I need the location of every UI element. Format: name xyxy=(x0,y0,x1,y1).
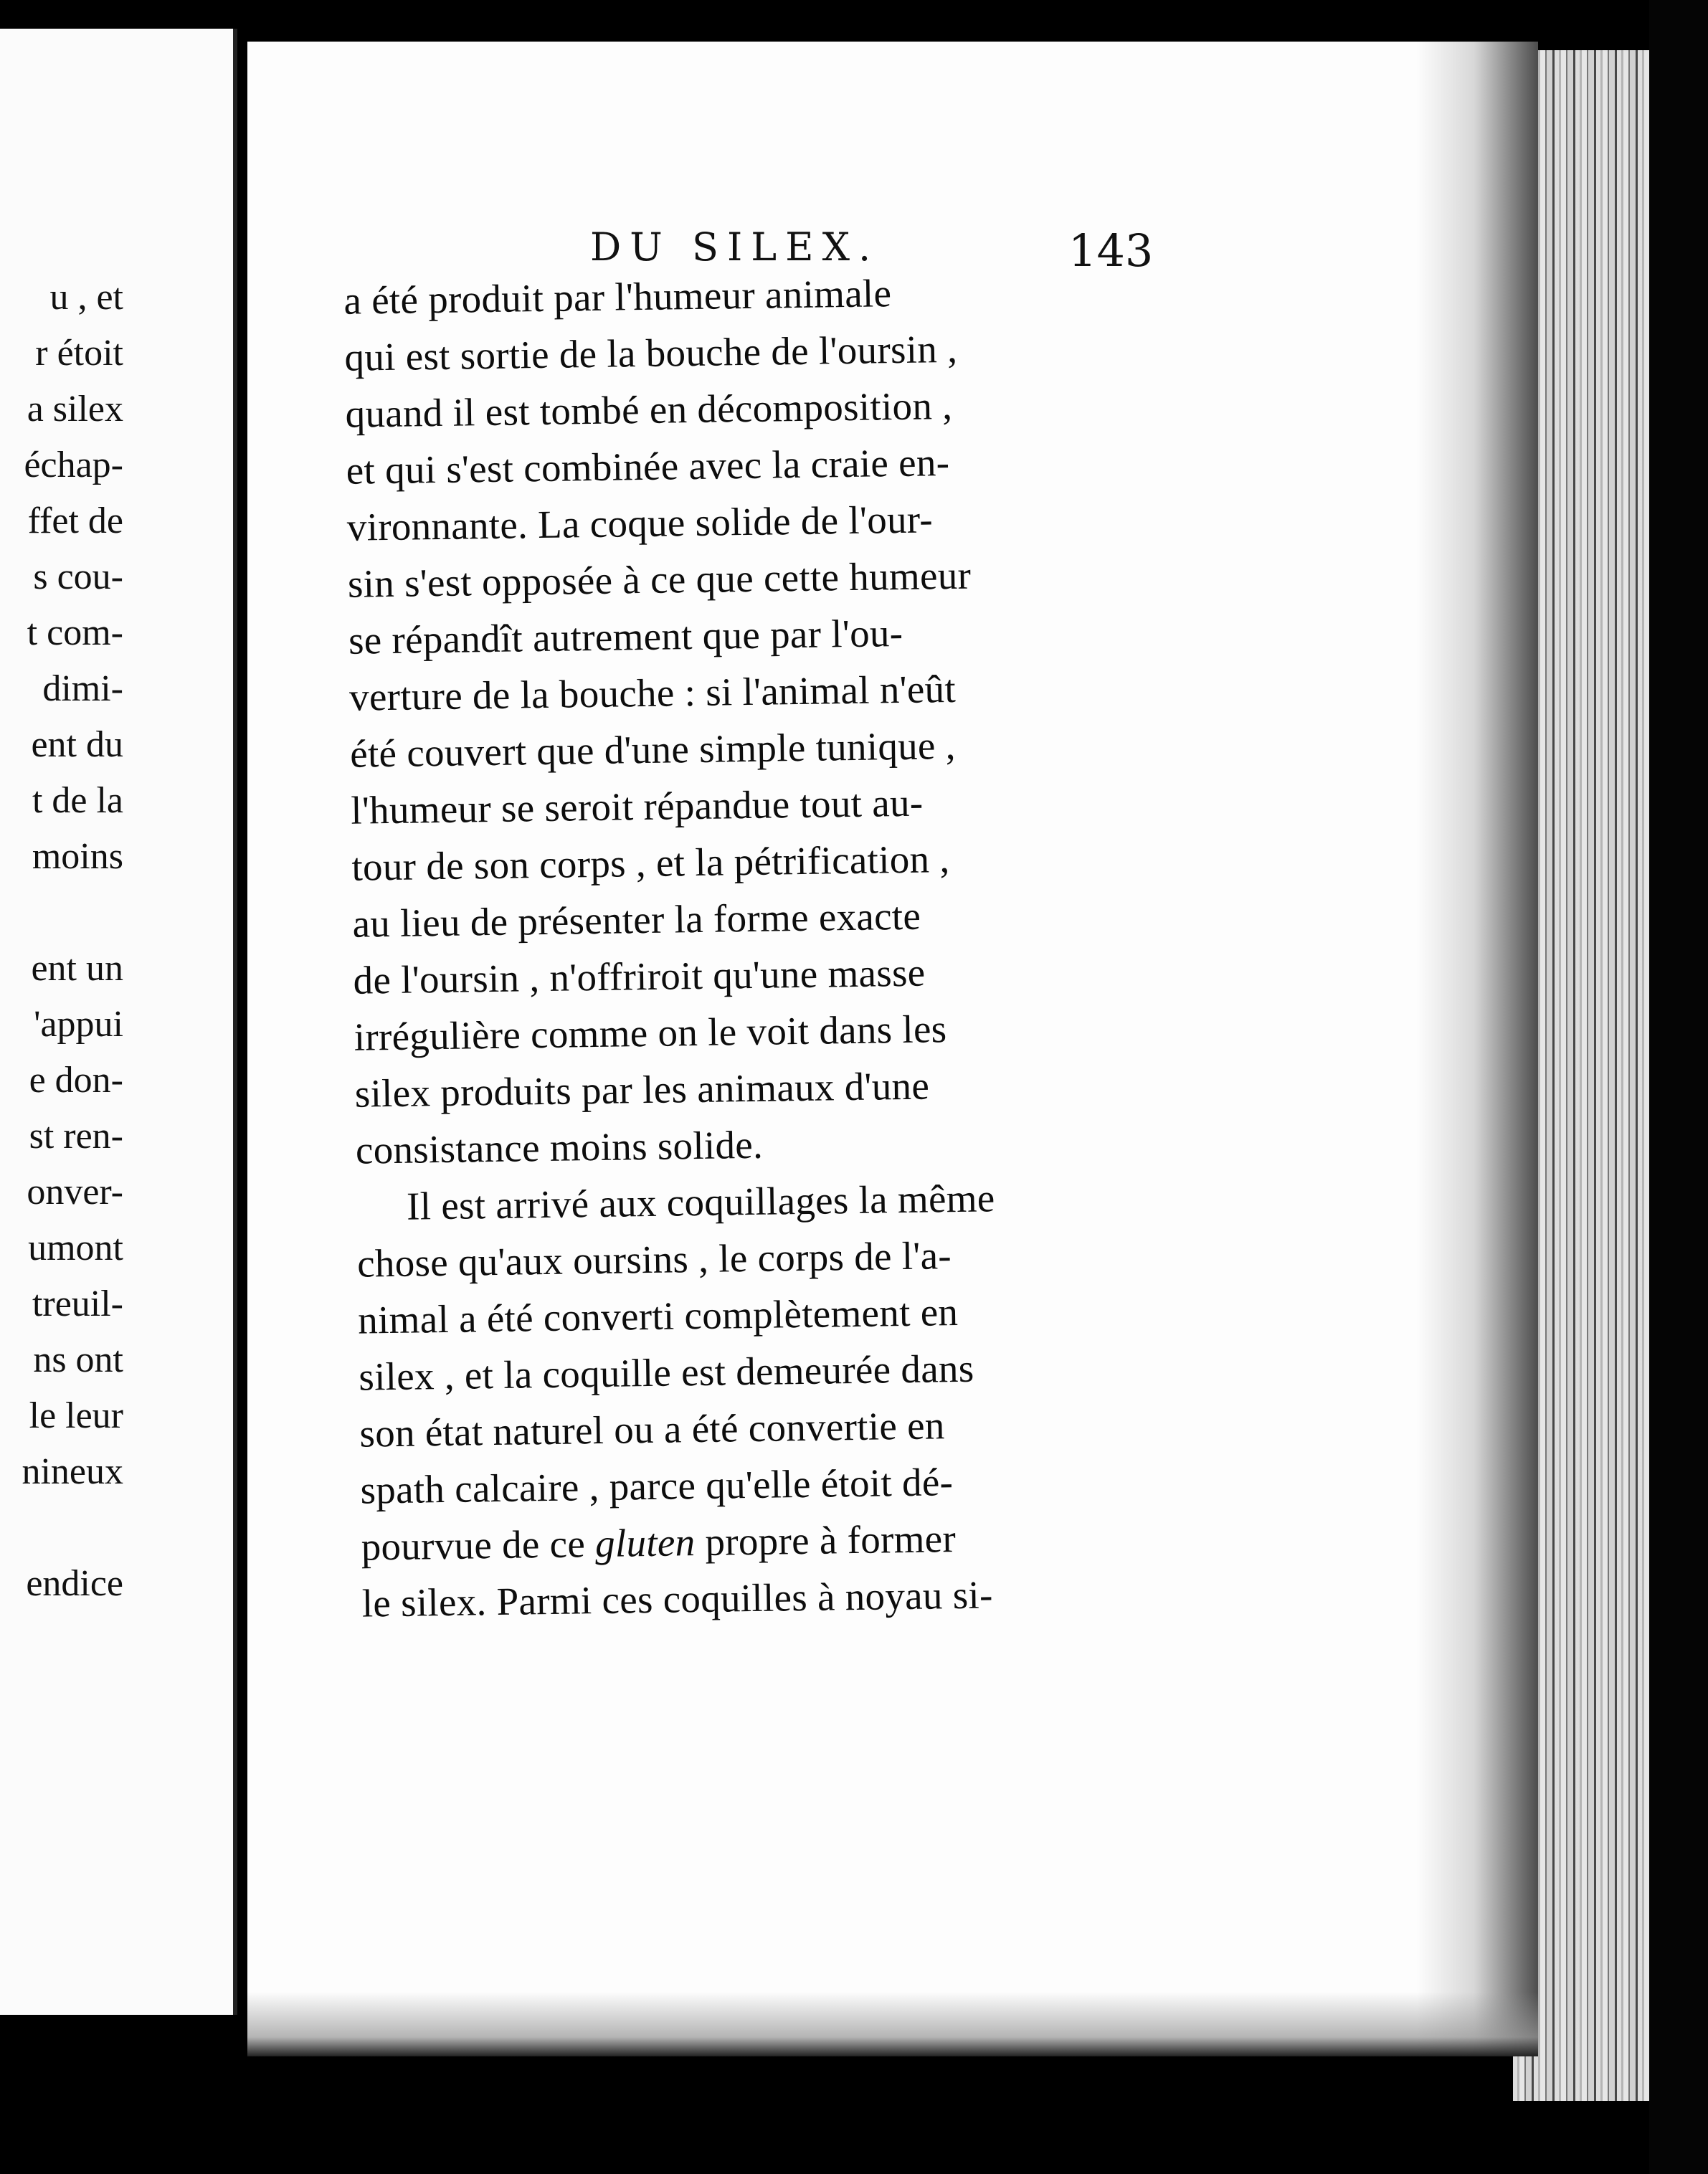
main-page xyxy=(247,42,1538,2056)
text-line: spath calcaire , parce qu'elle étoit dé- xyxy=(360,1460,954,1512)
left-line: ent un xyxy=(31,948,123,989)
text-line-end: propre à former xyxy=(705,1516,957,1564)
left-line: ns ont xyxy=(33,1339,123,1380)
text-line: l'humeur se seroit répandue tout au- xyxy=(350,780,924,832)
text-line: quand il est tombé en décomposition , xyxy=(345,383,953,436)
text-line xyxy=(361,1516,956,1570)
text-line: chose qu'aux oursins , le corps de l'a- xyxy=(356,1233,952,1286)
text-line: qui est sortie de la bouche de l'oursin , xyxy=(344,326,958,379)
scan-border xyxy=(1649,0,1708,2174)
left-line: umont xyxy=(28,1228,123,1268)
text-line: et qui s'est combinée avec la craie en- xyxy=(346,440,950,493)
text-line: sin s'est opposée à ce que cette humeur xyxy=(347,553,972,606)
text-line: été couvert que d'une simple tunique , xyxy=(349,723,957,776)
page-bottom-wear xyxy=(247,1992,1538,2056)
text-line: de l'oursin , n'offriroit qu'une masse xyxy=(353,950,926,1002)
left-line: st ren- xyxy=(29,1116,123,1157)
left-line: t com- xyxy=(27,612,123,653)
left-line: u , et xyxy=(49,277,123,318)
left-line: onver- xyxy=(27,1172,123,1212)
left-line: moins xyxy=(32,836,123,877)
running-title: DU SILEX. xyxy=(590,224,880,270)
text-line: silex produits par les animaux d'une xyxy=(354,1063,930,1116)
left-line: s cou- xyxy=(33,556,123,597)
text-line: silex , et la coquille est demeurée dans xyxy=(358,1346,974,1399)
text-line: au lieu de présenter la forme exacte xyxy=(352,893,921,946)
text-line: son état naturel ou a été convertie en xyxy=(359,1403,946,1456)
page-number: 143 xyxy=(1068,224,1154,277)
left-line: treuil- xyxy=(32,1283,123,1324)
page-edge-shadow xyxy=(1416,42,1538,2056)
left-line: le leur xyxy=(29,1395,123,1436)
text-line-start: pourvue de ce xyxy=(361,1522,586,1569)
left-line: a silex xyxy=(27,389,123,429)
text-line: tour de son corps , et la pétrification , xyxy=(351,837,950,889)
left-line: endice xyxy=(26,1563,123,1604)
text-line: se répandît autrement que par l'ou- xyxy=(348,610,903,663)
text-line: Il est arrivé aux coquillages la même xyxy=(406,1176,995,1228)
left-line: e don- xyxy=(29,1060,123,1101)
left-line: nineux xyxy=(22,1451,123,1492)
left-line: dimi- xyxy=(42,668,123,709)
left-line: r étoit xyxy=(35,333,123,374)
left-line: échap- xyxy=(24,445,123,485)
left-line: ffet de xyxy=(27,500,123,541)
text-line: le silex. Parmi ces coquilles à noyau si- xyxy=(361,1572,994,1625)
left-page-fragment xyxy=(0,29,237,2015)
text-line: verture de la bouche : si l'animal n'eût xyxy=(348,666,957,719)
italic-word: gluten xyxy=(594,1520,696,1566)
text-line: consistance moins solide. xyxy=(355,1122,764,1172)
text-line: vironnante. La coque solide de l'our- xyxy=(346,497,934,549)
left-line: ent du xyxy=(31,724,123,765)
text-line: nimal a été converti complètement en xyxy=(357,1289,959,1342)
left-line: t de la xyxy=(32,780,123,821)
left-line: 'appui xyxy=(34,1004,123,1045)
text-line: a été produit par l'humeur animale xyxy=(343,271,892,323)
text-line: irrégulière comme on le voit dans les xyxy=(354,1007,947,1059)
